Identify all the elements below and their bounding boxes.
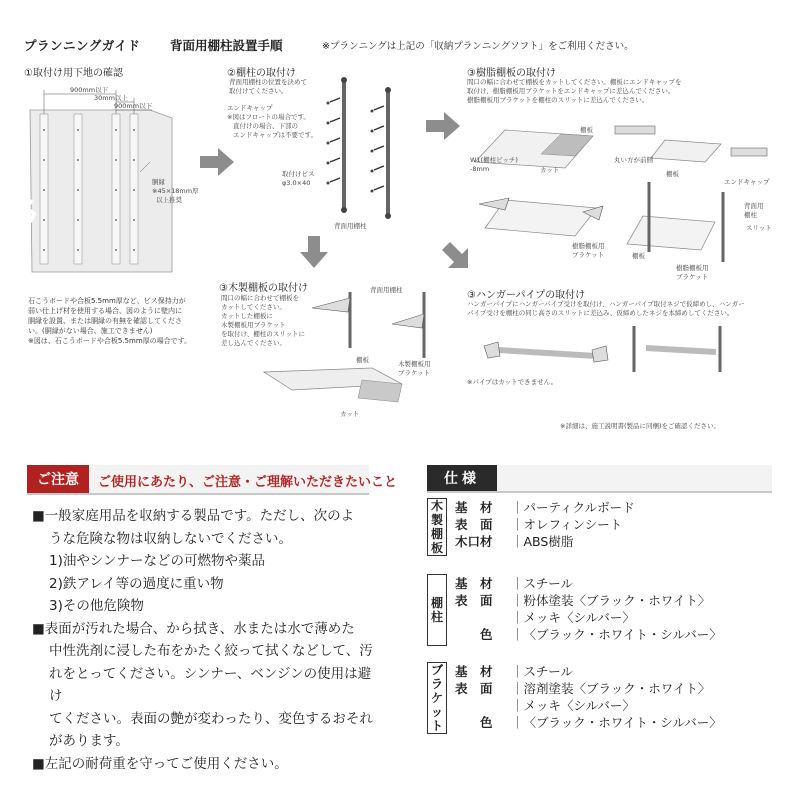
- detail-note: ※詳細は、施工説明書(製品に同梱)をご確認ください。: [560, 422, 721, 430]
- spec-key: 基 材: [455, 500, 493, 515]
- label-shelf-wood: 棚板: [356, 356, 369, 364]
- step2-title: ②棚柱の取付け: [227, 68, 296, 79]
- step5-note: ※パイプはカットできません。: [467, 378, 558, 386]
- label-round: 丸い方が前側: [614, 156, 653, 164]
- spec-row: [455, 532, 573, 549]
- step3-desc: 間口の幅に合わせて棚板をカットしてください。棚板にエンドキャップを 取付け、樹脂棚板用ブラケットをエンドキャップに差込んでください。 樹脂棚板用ブラケットを棚柱のスリットに差込んでください。: [467, 78, 682, 104]
- spec-key: 表 面: [455, 517, 493, 532]
- caution-line: ■表面が汚れた場合、から拭き、水または水で薄めた: [32, 620, 355, 637]
- spec-key: 基 材: [455, 576, 493, 591]
- spec-group-label: 棚 柱: [427, 574, 447, 646]
- label-shelf: 棚板: [580, 126, 593, 134]
- step3-illustration: [465, 112, 785, 282]
- label-pillar-wood: 背面用棚柱: [370, 286, 403, 294]
- step5-desc: ハンガーパイプにハンガーパイプ受けを取付け、ハンガーパイプ取付ネジで仮締めし、ハンガー パイプ受けを棚柱の同じ高さのスリットに差込み、仮締めしたネジを本締めしてください。: [467, 300, 745, 317]
- spec-row: [455, 574, 573, 591]
- caution-tag: ご注意: [27, 465, 89, 493]
- label-width: W1(棚柱ピッチ) -8mm: [470, 156, 518, 173]
- label-shelf-3: 棚板: [632, 252, 645, 260]
- caution-line: うな危険な物は収納しないでください。: [49, 530, 292, 547]
- spec-value: ｜〈ブラック・ホワイト・シルバー〉: [511, 715, 722, 730]
- caution-line: ■左記の耐荷重を守ってご使用ください。: [32, 755, 288, 772]
- dim-900-2: 900mm以下: [114, 102, 153, 110]
- spec-value: ｜スチール: [511, 664, 574, 679]
- spec-key: 色: [455, 627, 493, 642]
- label-shelf-2: 棚板: [666, 170, 679, 178]
- stud-label-3: 以上推奨: [156, 196, 182, 204]
- caution-line: れをとってください。シンナー、ベンジンの使用は避け: [49, 665, 372, 704]
- arrow-right-icon: [426, 112, 462, 140]
- step3-title: ③樹脂棚板の取付け: [467, 68, 556, 79]
- spec-row: [455, 662, 573, 679]
- caution-line: てください。表面の艶が変わったり、変色するおそれ: [49, 710, 373, 727]
- label-cut-wood: カット: [340, 410, 360, 418]
- stud-label-1: 胴縁: [152, 178, 165, 186]
- caution-line: 2)鉄アレイ等の過度に重い物: [49, 575, 224, 592]
- step5-illustration: [466, 322, 782, 382]
- caution-line: 1)油やシンナーなどの可燃物や薬品: [49, 553, 266, 569]
- step1-text: 石こうボードや合板5.5mm厚など、ビス保持力が 弱い仕上げ材を使用する場合、図のように壁内に 胴縁を設置、または胴縁の有無を確認してくださ い。(胴縁がない場合、施工できません) ※図は、石こうボードや合板5.5mm厚の場合です。: [28, 297, 192, 345]
- step5-title: ③ハンガーパイプの取付け: [467, 290, 586, 301]
- step1-title: ①取付け用下地の確認: [24, 68, 123, 79]
- spec-row: [455, 498, 635, 515]
- screw-label: 取付けビス φ3.0×40: [282, 170, 315, 187]
- spec-tag: 仕様: [427, 465, 497, 491]
- spec-key: 木口材: [455, 534, 493, 549]
- spec-key: 表 面: [455, 593, 493, 608]
- label-bracket-wood: 木製棚板用 ブラケット: [398, 360, 431, 377]
- dim-30: 30mm以上: [94, 94, 128, 102]
- dim-900-1: 900mm以下: [70, 86, 109, 94]
- step4-desc: 間口の幅に合わせて棚板を カットしてください。 カットした棚板に 木製棚板用ブラケット を取付け、棚柱のスリットに 差し込んでください。: [221, 294, 305, 347]
- spec-value: ｜パーティクルボード: [511, 500, 635, 515]
- spec-row: [455, 625, 722, 642]
- spec-row: [455, 679, 710, 696]
- caution-heading: ご使用にあたり、ご注意・ご理解いただきたいこと: [98, 475, 398, 490]
- label-pillar: 背面用 棚柱: [744, 202, 764, 219]
- label-bracket-2: 樹脂棚板用 ブラケット: [676, 264, 709, 281]
- spec-row: [455, 713, 722, 730]
- step4-title: ③木製棚板の取付け: [219, 283, 308, 294]
- header-note: ※プランニングは上記の「収納プランニングソフト」をご利用ください。: [322, 41, 634, 52]
- spec-row: [455, 696, 635, 713]
- spec-value: ｜オレフィンシート: [511, 517, 623, 532]
- caution-line: 中性洗剤に浸した布をかたく絞って拭くなどして、汚: [49, 643, 373, 659]
- spec-value: ｜粉体塗装〈ブラック・ホワイト〉: [511, 593, 711, 608]
- caution-line: ■一般家庭用品を収納する製品です。ただし、次のよ: [32, 508, 355, 524]
- page-subtitle: 背面用棚柱設置手順: [170, 38, 283, 53]
- label-slit: スリット: [746, 224, 772, 232]
- spec-key: 表 面: [455, 681, 493, 696]
- spec-group-label: 木 製 棚 板: [427, 498, 447, 556]
- spec-value: ｜溶剤塗装〈ブラック・ホワイト〉: [511, 681, 711, 696]
- caution-line: 3)その他危険物: [49, 598, 144, 614]
- spec-value: ｜ABS樹脂: [511, 534, 574, 549]
- spec-value: ｜〈ブラック・ホワイト・シルバー〉: [511, 627, 722, 642]
- step4-illustration: [262, 288, 442, 422]
- arrow-right-icon: [200, 148, 236, 176]
- spec-group-label: ブ ラ ケ ッ ト: [427, 662, 447, 734]
- caution-body: [32, 505, 377, 775]
- caution-line: があります。: [49, 733, 129, 749]
- spec-value: ｜メッキ〈シルバー〉: [511, 610, 635, 625]
- step2-pillar-illustration: [316, 76, 416, 226]
- spec-key: 基 材: [455, 664, 493, 679]
- label-endcap: エンドキャップ: [724, 178, 770, 186]
- spec-value: ｜スチール: [511, 576, 574, 591]
- pillar-label: 背面用棚柱: [334, 222, 367, 230]
- spec-value: ｜メッキ〈シルバー〉: [511, 698, 635, 713]
- stud-label-2: ※45×18mm厚: [152, 187, 199, 195]
- step2-desc: 背面用棚柱の位置を決めて 取付けてください。: [229, 78, 307, 95]
- spec-key: 色: [455, 715, 493, 730]
- page-title: プランニングガイド: [24, 38, 141, 53]
- spec-row: [455, 608, 635, 625]
- spec-row: [455, 591, 710, 608]
- endcap-note: エンドキャップ ※図はフロートの場合です。 直付けの場合、下部の エンドキャップは不要です。: [227, 104, 317, 139]
- label-cut: カット: [540, 166, 560, 174]
- arrow-down-icon: [300, 236, 328, 270]
- label-bracket: 樹脂棚板用 ブラケット: [572, 242, 605, 259]
- step1-wall-illustration: [22, 80, 222, 290]
- spec-row: [455, 515, 622, 532]
